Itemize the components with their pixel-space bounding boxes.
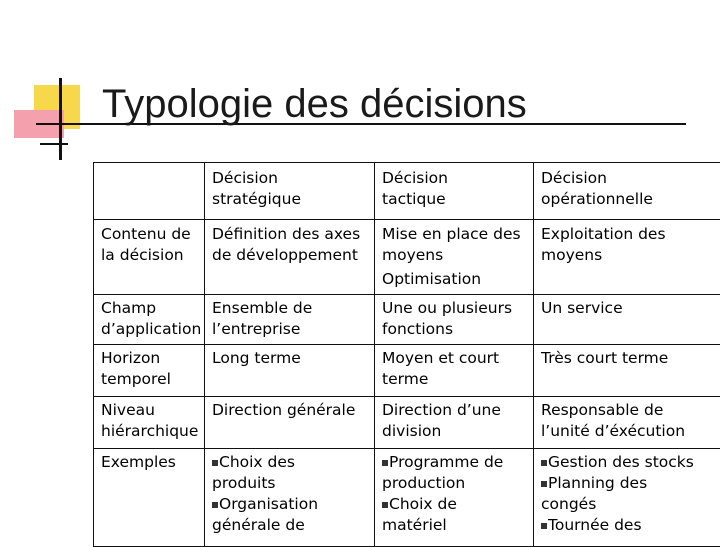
bullet-item (212, 494, 370, 515)
table-cell (205, 397, 375, 449)
cell-line: de développement (212, 245, 370, 266)
table-cell (534, 397, 720, 449)
cell-line: division (382, 421, 529, 442)
square-bullet-icon (541, 460, 547, 466)
table-cell (205, 295, 375, 345)
cell-line: Une ou plusieurs (382, 298, 529, 319)
table-row (94, 220, 720, 295)
cell-line: hiérarchique (101, 421, 200, 442)
bullet-item (212, 452, 370, 473)
table-cell (375, 397, 534, 449)
header-operational-line1: Décision (541, 168, 716, 189)
cell-line: matériel (382, 515, 529, 536)
cell-line: Direction générale (212, 400, 370, 421)
bullet-item (541, 515, 716, 536)
decorative-short-rule (40, 143, 68, 145)
row-label-cell (94, 345, 205, 397)
square-bullet-icon (382, 502, 388, 508)
cell-line: congés (541, 494, 716, 515)
bullet-text: Planning des (548, 474, 647, 492)
cell-line: Exemples (101, 452, 200, 473)
cell-line: Définition des axes (212, 224, 370, 245)
cell-line: générale de (212, 515, 370, 536)
square-bullet-icon (212, 460, 218, 466)
header-strategic-line1: Décision (212, 168, 370, 189)
square-bullet-icon (382, 460, 388, 466)
square-bullet-icon (541, 523, 547, 529)
cell-line: Moyen et court (382, 348, 529, 369)
row-label-cell (94, 295, 205, 345)
header-operational (534, 163, 720, 220)
cell-line: moyens (382, 245, 529, 266)
cell-line: Long terme (212, 348, 370, 369)
cell-line: fonctions (382, 319, 529, 340)
square-bullet-icon (541, 481, 547, 487)
table-cell (205, 345, 375, 397)
cell-line: Mise en place des (382, 224, 529, 245)
bullet-item (541, 473, 716, 494)
cell-line: terme (382, 369, 529, 390)
cell-line: Exploitation des (541, 224, 716, 245)
cell-line: d’application (101, 319, 200, 340)
cell-line: produits (212, 473, 370, 494)
header-tactical-line1: Décision (382, 168, 529, 189)
bullet-item (382, 494, 529, 515)
decision-typology-table (93, 162, 720, 547)
cell-line: Ensemble de (212, 298, 370, 319)
table-header-row (94, 163, 720, 220)
cell-line: Direction d’une (382, 400, 529, 421)
bullet-item (541, 452, 716, 473)
cell-line: Horizon (101, 348, 200, 369)
table-row (94, 345, 720, 397)
cell-line: Niveau (101, 400, 200, 421)
cell-line: l’entreprise (212, 319, 370, 340)
bullet-text: Programme de (389, 453, 503, 471)
table-cell (534, 449, 720, 547)
row-label-cell (94, 449, 205, 547)
cell-line: Très court terme (541, 348, 716, 369)
table-cell (534, 345, 720, 397)
row-label-cell (94, 220, 205, 295)
bullet-text: Choix de (389, 495, 457, 513)
cell-line: Contenu de (101, 224, 200, 245)
table-cell (534, 295, 720, 345)
cell-line: l’unité d’éxécution (541, 421, 716, 442)
table-row (94, 295, 720, 345)
table-row (94, 397, 720, 449)
header-tactical-line2: tactique (382, 189, 529, 210)
row-label-cell (94, 397, 205, 449)
table-cell (375, 345, 534, 397)
bullet-item (382, 452, 529, 473)
slide-title: Typologie des décisions (102, 80, 527, 128)
decorative-vertical-rule (59, 78, 62, 160)
square-bullet-icon (212, 502, 218, 508)
cell-line: production (382, 473, 529, 494)
table-cell (205, 220, 375, 295)
bullet-text: Choix des (219, 453, 295, 471)
cell-line: moyens (541, 245, 716, 266)
table-cell (205, 449, 375, 547)
table-cell (375, 220, 534, 295)
bullet-text: Organisation (219, 495, 318, 513)
header-strategic-line2: stratégique (212, 189, 370, 210)
bullet-text: Tournée des (548, 516, 642, 534)
cell-line: Un service (541, 298, 716, 319)
cell-line: Optimisation (382, 269, 529, 290)
cell-line: temporel (101, 369, 200, 390)
table-cell (534, 220, 720, 295)
table-cell (375, 295, 534, 345)
table-row (94, 449, 720, 547)
header-tactical (375, 163, 534, 220)
header-corner-cell (94, 163, 205, 220)
cell-line: Responsable de (541, 400, 716, 421)
header-strategic (205, 163, 375, 220)
header-operational-line2: opérationnelle (541, 189, 716, 210)
cell-line: la décision (101, 245, 200, 266)
cell-line: Champ (101, 298, 200, 319)
bullet-text: Gestion des stocks (548, 453, 694, 471)
table-cell (375, 449, 534, 547)
